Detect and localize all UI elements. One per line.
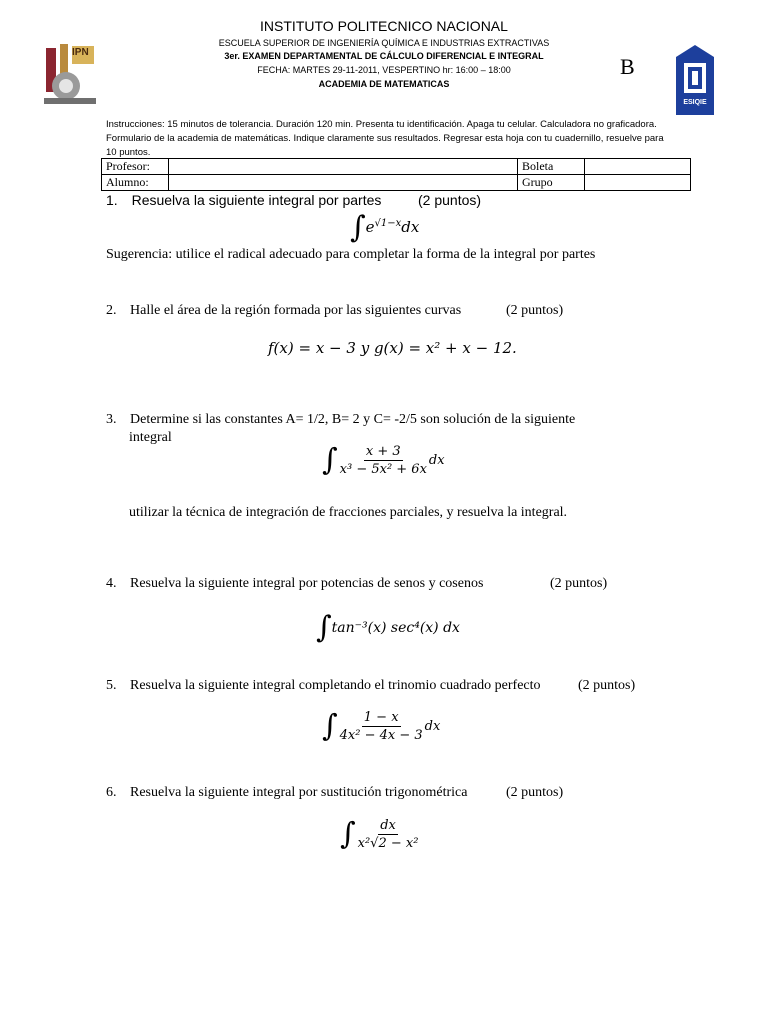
question-4 <box>106 576 483 592</box>
question-3-note: utilizar la técnica de integración de fracciones parciales, y resuelva la integral. <box>129 505 568 520</box>
instructions: Instrucciones: 15 minutos de tolerancia. Duración 120 min. Presenta tu identificación. Apaga tu celular. Calculadora no graficadora. Formulario de la academia de matemáticas. Indique claramente sus resultados. Regresar esta hoja con tu cuadernillo, resuelve para 10 puntos. <box>106 119 664 158</box>
question-3-numerator: x + 3 <box>365 444 401 459</box>
exam-version: B <box>620 54 635 79</box>
alumno-field[interactable] <box>169 175 518 191</box>
exam-title: 3er. EXAMEN DEPARTAMENTAL DE CÁLCULO DIFERENCIAL E INTEGRAL <box>224 51 544 61</box>
question-2-formula: f(x) = x − 3 y g(x) = x² + x − 12. <box>268 339 517 357</box>
question-2-number: 2. <box>106 303 117 318</box>
question-2-points: (2 puntos) <box>506 303 564 318</box>
question-4-number: 4. <box>106 576 117 591</box>
question-3-text-cont: integral <box>129 430 172 445</box>
question-4-points: (2 puntos) <box>550 576 608 591</box>
question-3-denominator: x³ − 5x² + 6x <box>339 462 427 477</box>
question-1 <box>106 192 381 208</box>
question-5-text: Resuelva la siguiente integral completando el trinomio cuadrado perfecto <box>130 678 541 693</box>
question-1-points: (2 puntos) <box>418 192 482 208</box>
profesor-label: Profesor: <box>102 159 169 175</box>
question-4-integrand: tan⁻³(x) sec⁴(x) dx <box>331 620 460 636</box>
institute-title: INSTITUTO POLITECNICO NACIONAL <box>260 18 508 34</box>
question-5-denominator: 4x² − 4x − 3 <box>339 728 423 743</box>
question-6 <box>106 785 467 801</box>
question-6-integral <box>340 818 420 851</box>
profesor-field[interactable] <box>169 159 518 175</box>
table-row <box>102 159 691 175</box>
question-2 <box>106 303 461 319</box>
question-6-denominator: x²√2 − x² <box>357 836 419 851</box>
integral-sign: ∫ <box>322 442 338 478</box>
question-1-text: Resuelva la siguiente integral por partes <box>131 192 382 208</box>
question-3-text: Determine si las constantes A= 1/2, B= 2 y C= -2/5 son solución de la siguiente <box>130 412 576 427</box>
question-6-points: (2 puntos) <box>506 785 564 800</box>
table-row <box>102 175 691 191</box>
question-1-integral: $\int e^{√1-x}dx$ <box>350 210 420 245</box>
integral-sign: ∫ <box>322 708 338 744</box>
boleta-label: Boleta <box>518 159 585 175</box>
student-info-table <box>101 158 691 191</box>
integral-sign: ∫ <box>316 610 332 645</box>
question-2-text: Halle el área de la región formada por las siguientes curvas <box>130 303 462 318</box>
academy-name: ACADEMIA DE MATEMATICAS <box>318 79 450 89</box>
alumno-label: Alumno: <box>102 175 169 191</box>
logo-ipn-text: IPN <box>72 47 89 58</box>
question-5-numerator: 1 − x <box>363 710 399 725</box>
question-5 <box>106 678 541 694</box>
question-6-number: 6. <box>106 785 117 800</box>
integral-sign: ∫ <box>340 816 356 852</box>
grupo-label: Grupo <box>518 175 585 191</box>
question-5-integral: ∫ $\frac{1 - x}{\text{4x² − 4x − 3}}$ dx <box>322 708 441 744</box>
integral-sign: ∫ <box>350 210 366 245</box>
question-6-numerator: dx <box>380 818 396 833</box>
question-5-number: 5. <box>106 678 117 693</box>
question-5-points: (2 puntos) <box>578 678 636 693</box>
boleta-field[interactable] <box>585 159 691 175</box>
question-4-text: Resuelva la siguiente integral por potencias de senos y cosenos <box>130 576 484 591</box>
question-3 <box>106 412 666 428</box>
question-6-text: Resuelva la siguiente integral por sustitución trigonométrica <box>130 785 468 800</box>
question-3-number: 3. <box>106 412 117 427</box>
exam-date: FECHA: MARTES 29-11-2011, VESPERTINO hr: 16:00 – 18:00 <box>257 65 511 75</box>
question-1-number: 1. <box>106 192 118 208</box>
question-3-integral: ∫ $\frac{x + 3}{\text{x³ − 5x² + 6x}}$ dx <box>322 442 445 478</box>
school-name: ESCUELA SUPERIOR DE INGENIERÍA QUÍMICA E INDUSTRIAS EXTRACTIVAS <box>218 38 550 48</box>
logo-esiqie-text: ESIQIE <box>683 99 707 106</box>
question-4-integral <box>316 610 460 645</box>
grupo-field[interactable] <box>585 175 691 191</box>
question-1-note: Sugerencia: utilice el radical adecuado para completar la forma de la integral por partes <box>106 247 596 262</box>
